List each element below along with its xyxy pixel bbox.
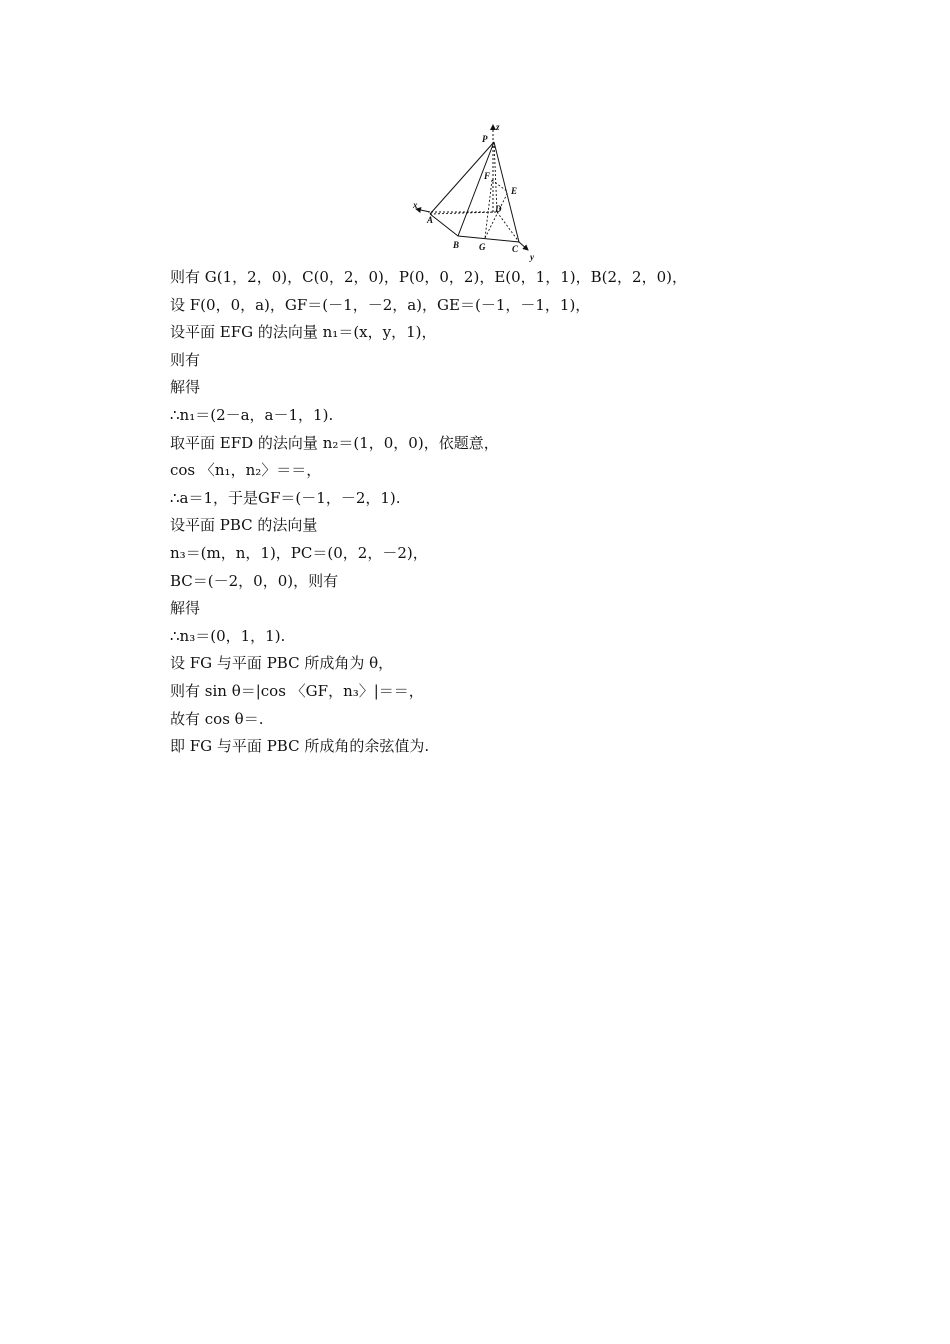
text-line: 设 F(0，0，a)，GF＝(－1，－2，a)，GE＝(－1，－1，1)， — [170, 295, 591, 314]
text-line: n₃＝(m，n，1)，PC＝(0，2，－2)， — [170, 543, 428, 562]
label-C: C — [512, 244, 519, 254]
edge-PB — [458, 142, 494, 236]
pyramid-figure — [408, 122, 540, 262]
label-P: P — [482, 134, 488, 144]
text-line: 解得 — [170, 378, 201, 397]
pyramid-diagram — [408, 122, 540, 262]
label-G: G — [479, 242, 486, 252]
text-line: 解得 — [170, 599, 201, 618]
edge-BC — [458, 236, 519, 242]
label-F: F — [484, 171, 491, 181]
text-line: ∴n₁＝(2－a，a－1，1). — [170, 405, 334, 424]
text-line: ∴n₃＝(0，1，1). — [170, 626, 286, 645]
label-y: y — [530, 252, 534, 262]
text-line: ∴a＝1，于是GF＝(－1，－2，1). — [170, 488, 401, 507]
label-z: z — [496, 122, 500, 132]
text-line: 设平面 PBC 的法向量 — [170, 516, 318, 535]
solution-text — [170, 264, 790, 761]
text-line: 则有 — [170, 350, 201, 369]
edge-AB — [430, 214, 458, 236]
label-D: D — [495, 204, 502, 214]
label-E: E — [511, 186, 518, 196]
text-line: 则有 G(1，2，0)，C(0，2，0)，P(0，0，2)，E(0，1，1)，B(2，2，0)， — [170, 268, 687, 286]
label-x: x — [413, 200, 418, 210]
text-line: BC＝(－2，0，0)，则有 — [170, 571, 339, 590]
text-line: 即 FG 与平面 PBC 所成角的余弦值为. — [170, 737, 430, 756]
text-line: cos 〈n₁，n₂〉＝＝， — [170, 461, 322, 480]
y-axis-tip — [519, 242, 528, 250]
text-line: 则有 sin θ＝|cos 〈GF，n₃〉|＝＝， — [170, 681, 424, 700]
label-B: B — [453, 240, 460, 250]
text-line: 设 FG 与平面 PBC 所成角为 θ， — [170, 654, 394, 673]
text-line: 故有 cos θ＝. — [170, 709, 264, 728]
text-line: 设平面 EFG 的法向量 n₁＝(x，y，1)， — [170, 323, 437, 342]
label-A: A — [427, 215, 434, 225]
text-line: 取平面 EFD 的法向量 n₂＝(1，0，0)，依题意， — [170, 433, 499, 452]
segment-FG — [485, 180, 492, 238]
x-axis-tip — [416, 209, 430, 212]
